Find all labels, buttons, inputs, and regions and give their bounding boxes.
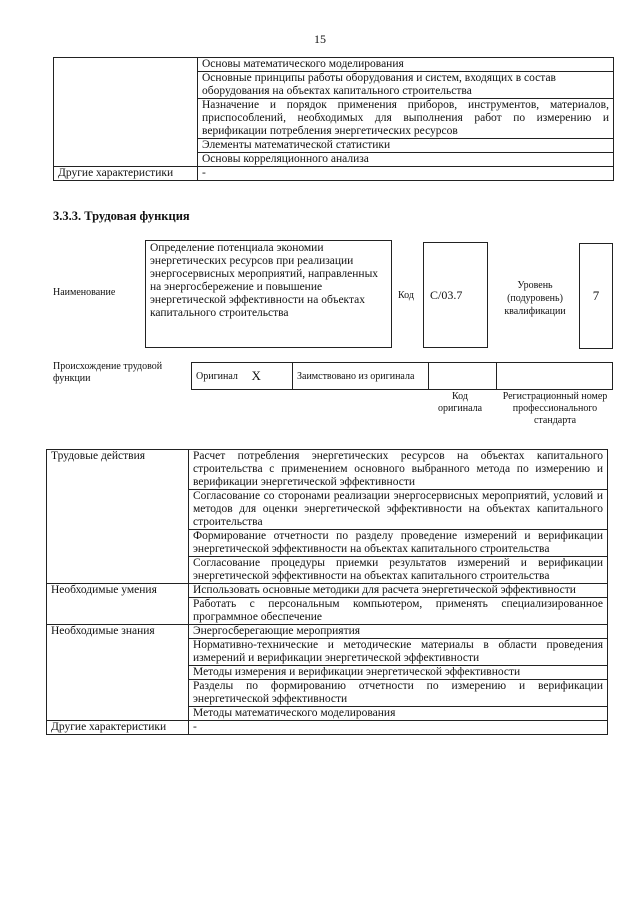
- origin-label: Происхождение трудовой функции: [53, 361, 163, 384]
- knowledge-item: Методы измерения и верификации энергетической эффективности: [189, 666, 608, 680]
- table-row: [54, 58, 614, 72]
- other-characteristics-label: Другие характеристики: [54, 167, 198, 181]
- page-number: 15: [314, 32, 326, 46]
- knowledge-item: Нормативно-технические и методические материалы в области проведения измерений и верификации энергетической эффективности: [189, 639, 608, 666]
- knowledge-item: Разделы по формированию отчетности по измерению и верификации энергетической эффективности: [189, 680, 608, 707]
- empty-label-cell: [54, 58, 198, 167]
- name-label: Наименование: [53, 287, 116, 298]
- other-characteristics-value: -: [189, 721, 608, 735]
- table-row: [47, 450, 608, 490]
- original-code-cell: [429, 363, 497, 390]
- registration-number-cell: [497, 363, 613, 390]
- labor-actions-label: Трудовые действия: [47, 450, 189, 584]
- labor-action-item: Расчет потребления энергетических ресурсов на объектах капитального строительства с применением основного выбранного метода по измерению и верификации энергетической эффективности: [189, 450, 608, 490]
- labor-action-item: Согласование процедуры приемки результатов измерений и верификации энергетической эффективности на объектах капитального строительства: [189, 557, 608, 584]
- table-row: [47, 584, 608, 598]
- original-mark: X: [248, 363, 293, 390]
- qualification-level-label: Уровень (подуровень) квалификации: [504, 280, 566, 317]
- skill-item: Использовать основные методики для расчета энергетической эффективности: [189, 584, 608, 598]
- function-code-box: C/03.7: [423, 242, 488, 348]
- table-row: [192, 363, 613, 390]
- section-title: 3.3.3. Трудовая функция: [53, 209, 190, 223]
- knowledge-item: Элементы математической статистики: [198, 139, 614, 153]
- registration-number-caption: Регистрационный номер профессионального стандарта: [502, 391, 608, 426]
- code-label: Код: [398, 290, 414, 301]
- skills-label: Необходимые умения: [47, 584, 189, 625]
- original-code-caption: Код оригинала: [437, 391, 483, 414]
- labor-action-item: Формирование отчетности по разделу проведение измерений и верификации энергетической эффективности на объектах капитального строительства: [189, 530, 608, 557]
- other-characteristics-label: Другие характеристики: [47, 721, 189, 735]
- other-characteristics-value: -: [198, 167, 614, 181]
- qualification-level-box: 7: [579, 243, 613, 349]
- knowledge-item: Методы математического моделирования: [189, 707, 608, 721]
- knowledge-item: Назначение и порядок применения приборов, инструментов, материалов, приспособлений, необходимых для выполнения работ по измерению и верификации потребления энергетических ресурсов: [198, 99, 614, 139]
- table-row: [47, 721, 608, 735]
- labor-function-table: [46, 449, 608, 735]
- original-label: Оригинал: [192, 363, 248, 390]
- table-row: [47, 625, 608, 639]
- function-name-box: Определение потенциала экономии энергетических ресурсов при реализации энергосервисных мероприятий, направленных на энергосбережение и повышение энергетической эффективности на объектах капитального строительства: [145, 240, 392, 348]
- borrowed-label: Заимствовано из оригинала: [293, 363, 429, 390]
- knowledge-item: Энергосберегающие мероприятия: [189, 625, 608, 639]
- knowledge-label: Необходимые знания: [47, 625, 189, 721]
- origin-table: [191, 362, 613, 390]
- knowledge-continuation-table: [53, 57, 614, 181]
- labor-action-item: Согласование со сторонами реализации энергосервисных мероприятий, условий и методов для оценки энергетической эффективности на объектах капитального строительства: [189, 490, 608, 530]
- skill-item: Работать с персональным компьютером, применять специализированное программное обеспечение: [189, 598, 608, 625]
- table-row: [54, 167, 614, 181]
- knowledge-item: Основы корреляционного анализа: [198, 153, 614, 167]
- knowledge-item: Основные принципы работы оборудования и систем, входящих в состав оборудования на объектах капитального строительства: [198, 72, 614, 99]
- knowledge-item: Основы математического моделирования: [198, 58, 614, 72]
